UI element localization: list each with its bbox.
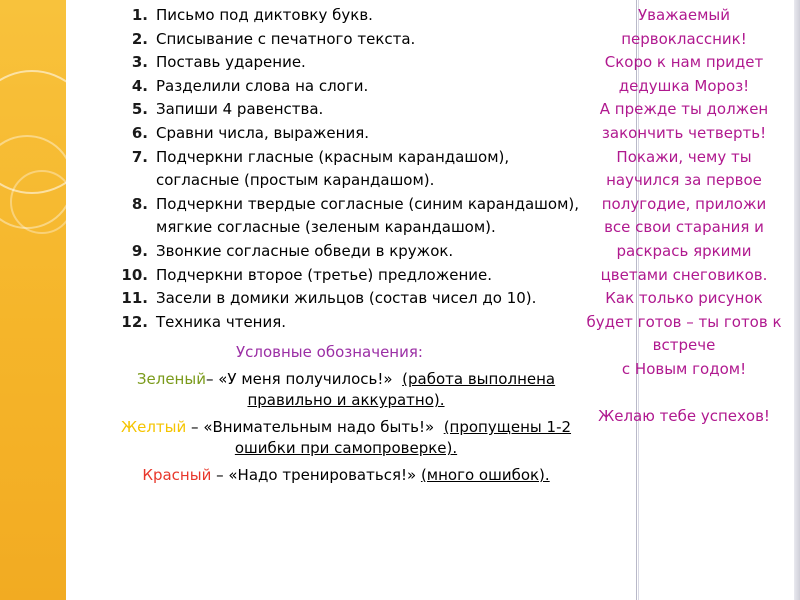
message-line: первоклассник! [621, 29, 747, 48]
decorative-side-band [0, 0, 66, 600]
message-closing: Желаю тебе успехов! [598, 407, 770, 426]
task-item: 3. Поставь ударение. [131, 53, 306, 72]
message-line: закончить четверть! [601, 123, 767, 142]
message-line: будет готов – ты готов к [586, 312, 782, 331]
task-item: 1. Письмо под диктовку букв. [131, 6, 373, 24]
task-text-continued: согласные (простым карандашом). [156, 171, 435, 190]
new-year-message [574, 4, 794, 429]
message-line: раскрась яркими [616, 241, 752, 260]
legend-red-quote: «Надо тренироваться!» [228, 466, 417, 484]
legend-green-note: (работа выполнена [402, 370, 556, 388]
right-edge-shading [794, 0, 800, 600]
message-line: Как только рисунок [605, 289, 763, 308]
task-text: Техника чтения. [156, 312, 287, 331]
message-line: дедушка Мороз! [618, 76, 750, 95]
legend-yellow: Желтый – «Внимательным надо быть!» (пропущены 1-2 [120, 418, 572, 436]
legend-yellow-continued: ошибки при самопроверке). [234, 439, 458, 457]
legend-green-quote: «У меня получилось!» [218, 370, 393, 388]
message-line: все свои старания и [604, 218, 764, 237]
task-item: 8. Подчеркни твердые согласные (синим карандашом), мягкие согласные (зеленым карандашом). [131, 194, 580, 237]
message-line: Скоро к нам придет [604, 53, 764, 72]
task-item: 7. Подчеркни гласные (красным карандашом), согласные (простым карандашом). [131, 147, 510, 190]
legend-green-label: Зеленый [136, 370, 206, 388]
task-text: Подчеркни твердые согласные (синим карандашом), [156, 194, 580, 213]
legend-red-note: (много ошибок). [420, 466, 550, 484]
decorative-circle [10, 170, 66, 234]
message-line: встрече [652, 336, 716, 355]
task-list [104, 4, 629, 334]
task-item: 2. Списывание с печатного текста. [131, 29, 416, 48]
message-line: полугодие, приложи [601, 194, 767, 213]
task-item: 6. Сравни числа, выражения. [131, 123, 370, 142]
task-item: 12. Техника чтения. [121, 312, 287, 331]
legend-yellow-quote: «Внимательным надо быть!» [203, 418, 435, 436]
task-item: 5. Запиши 4 равенства. [131, 100, 324, 119]
legend-green: Зеленый– «У меня получилось!» (работа выполнена [136, 370, 556, 388]
task-item: 10. Подчеркни второе (третье) предложение. [121, 265, 493, 284]
message-spacer [574, 382, 794, 406]
task-item: 11. Засели в домики жильцов (состав чисел до 10). [121, 289, 537, 308]
task-text: Звонкие согласные обведи в кружок. [156, 241, 454, 260]
task-text: Разделили слова на слоги. [156, 76, 369, 95]
legend-yellow-note: (пропущены 1-2 [443, 418, 572, 436]
message-line: с Новым годом! [621, 359, 747, 378]
message-line: Уважаемый [637, 6, 730, 24]
legend-red-label: Красный [142, 466, 212, 484]
task-text: Подчеркни второе (третье) предложение. [156, 265, 493, 284]
task-text: Сравни числа, выражения. [156, 123, 370, 142]
legend-red: Красный – «Надо тренироваться!» (много ошибок). [142, 466, 550, 484]
legend-green-continued: правильно и аккуратно). [247, 391, 445, 409]
task-text: Засели в домики жильцов (состав чисел до 10). [156, 289, 537, 308]
legend-yellow-label: Желтый [120, 418, 187, 436]
task-text: Письмо под диктовку букв. [156, 6, 373, 24]
task-text: Списывание с печатного текста. [156, 29, 416, 48]
message-line: А прежде ты должен [599, 100, 769, 119]
message-line: цветами снеговиков. [600, 265, 768, 284]
task-text-continued: мягкие согласные (зеленым карандашом). [156, 218, 496, 237]
task-text: Поставь ударение. [156, 53, 306, 72]
message-line: Покажи, чему ты [616, 147, 752, 166]
legend-title: Условные обозначения: [236, 343, 423, 361]
message-line: научился за первое [606, 171, 762, 190]
task-item: 4. Разделили слова на слоги. [131, 76, 369, 95]
task-item: 9. Звонкие согласные обведи в кружок. [131, 241, 454, 260]
task-text: Запиши 4 равенства. [156, 100, 324, 119]
task-text: Подчеркни гласные (красным карандашом), [156, 147, 510, 166]
